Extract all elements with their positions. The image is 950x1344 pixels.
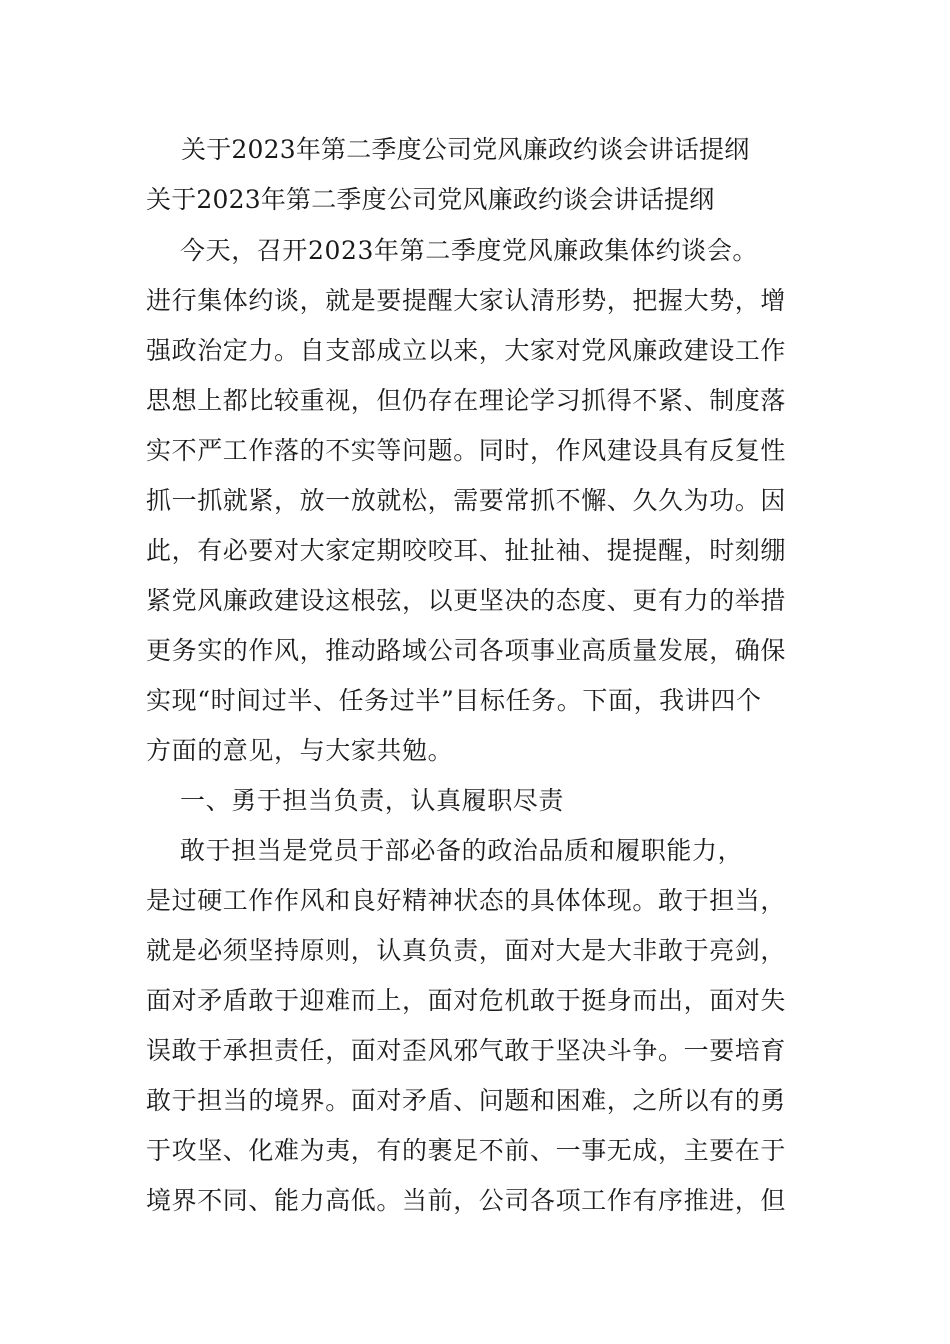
body-line: 此，有必要对大家定期咬咬耳、扯扯袖、提提醒，时刻绷	[146, 536, 787, 565]
body-line: 进行集体约谈，就是要提醒大家认清形势，把握大势，增	[146, 286, 787, 315]
body-line: 实不严工作落的不实等问题。同时，作风建设具有反复性	[146, 436, 787, 465]
body-line: 敢于担当的境界。面对矛盾、问题和困难，之所以有的勇	[146, 1086, 787, 1115]
body-line: 面对矛盾敢于迎难而上，面对危机敢于挺身而出，面对失	[146, 986, 787, 1015]
body-line: 思想上都比较重视，但仍存在理论学习抓得不紧、制度落	[146, 386, 787, 415]
body-line: 强政治定力。自支部成立以来，大家对党风廉政建设工作	[146, 336, 787, 365]
body-line: 方面的意见，与大家共勉。	[146, 736, 454, 765]
body-line: 抓一抓就紧，放一放就松，需要常抓不懈、久久为功。因	[146, 486, 787, 515]
body-line: 是过硬工作作风和良好精神状态的具体体现。敢于担当，	[146, 886, 787, 915]
body-line: 紧党风廉政建设这根弦，以更坚决的态度、更有力的举措	[146, 586, 787, 615]
body-line: 误敢于承担责任，面对歪风邪气敢于坚决斗争。一要培育	[146, 1036, 787, 1065]
intro-paragraph-line: 今天，召开2023年第二季度党风廉政集体约谈会。	[180, 236, 759, 265]
document-title: 关于2023年第二季度公司党风廉政约谈会讲话提纲	[181, 135, 750, 164]
body-line: 实现“时间过半、任务过半”目标任务。下面，我讲四个	[146, 686, 762, 715]
body-line: 于攻坚、化难为夷，有的裹足不前、一事无成，主要在于	[146, 1136, 787, 1165]
body-line: 更务实的作风，推动路域公司各项事业高质量发展，确保	[146, 636, 787, 665]
body-line: 境界不同、能力高低。当前，公司各项工作有序推进，但	[146, 1186, 787, 1215]
document-subtitle: 关于2023年第二季度公司党风廉政约谈会讲话提纲	[146, 185, 715, 214]
body-line: 就是必须坚持原则，认真负责，面对大是大非敢于亮剑，	[146, 936, 787, 965]
section-heading: 一、勇于担当负责，认真履职尽责	[180, 786, 565, 815]
section-paragraph-line: 敢于担当是党员于部必备的政治品质和履职能力，	[180, 836, 744, 865]
